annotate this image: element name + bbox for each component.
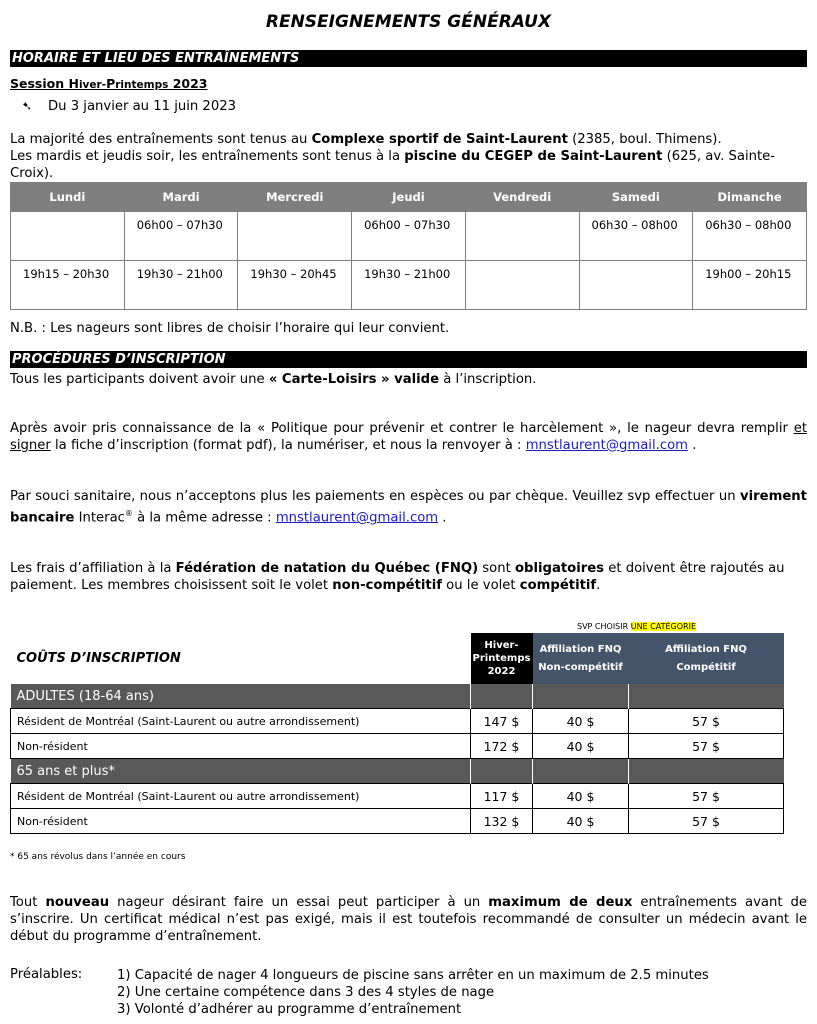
schedule-cell: 06h00 – 07h30 (352, 212, 466, 261)
costs-title: COÛTS D’INSCRIPTION (16, 651, 181, 667)
day-header: Samedi (579, 183, 693, 212)
fnq-competitive-header: Affiliation FNQ Compétitif (629, 633, 784, 684)
email-link[interactable]: mnstlaurent@gmail.com (525, 438, 688, 453)
affiliation-note: Les frais d’affiliation à la Fédération de natation du Québec (FNQ) sont obligatoires et doivent être rajoutés au paiement. Les membres choisissent soit le volet non-compétitif ou le volet compétitif. (10, 561, 785, 594)
schedule-cell: 19h15 – 20h30 (11, 261, 125, 310)
location-line-2: Les mardis et jeudis soir, les entraînements sont tenus à la piscine du CEGEP de Saint-Laurent (625, av. Sainte-Croix). (10, 149, 776, 181)
schedule-cell (579, 261, 693, 310)
email-link[interactable]: mnstlaurent@gmail.com (275, 510, 439, 526)
row-label: Résident de Montréal (Saint-Laurent ou autre arrondissement) (11, 709, 471, 734)
fnq-noncompetitive-price: 40 $ (533, 734, 629, 759)
session-title: Session Hiver-Printemps 2023 (10, 76, 208, 91)
fnq-competitive-price: 57 $ (629, 784, 784, 809)
season-price: 132 $ (471, 809, 533, 834)
fnq-competitive-price: 57 $ (629, 734, 784, 759)
page-title: RENSEIGNEMENTS GÉNÉRAUX (265, 12, 552, 32)
document-page (10, 0, 807, 1018)
schedule-cell (465, 212, 579, 261)
schedule-cell: 19h00 – 20h15 (693, 261, 807, 310)
schedule-cell: 06h00 – 07h30 (124, 212, 238, 261)
list-item: 1) Capacité de nager 4 longueurs de piscine sans arrêter en un maximum de 2.5 minutes (117, 968, 709, 984)
schedule-cell (465, 261, 579, 310)
row-label: Non-résident (11, 734, 471, 759)
schedule-cell (238, 212, 352, 261)
session-dates: ➷ Du 3 janvier au 11 juin 2023 (22, 99, 236, 114)
trial-note: Tout nouveau nageur désirant faire un essai peut participer à un maximum de deux entraînements avant de s’inscrire. Un certificat médical n’est pas exigé, mais il est toutefois recommandé de consulter un médecin avant le début du programme d’entraînement. (10, 895, 807, 945)
category-row-seniors (11, 759, 784, 784)
category-label: ADULTES (18-64 ans) (11, 684, 471, 709)
costs-table (10, 633, 784, 834)
prerequisites-label: Préalables: (10, 967, 83, 983)
season-price: 147 $ (471, 709, 533, 734)
prerequisites-list (117, 967, 709, 1018)
season-price: 172 $ (471, 734, 533, 759)
schedule-cell: 19h30 – 21h00 (124, 261, 238, 310)
schedule-cell: 19h30 – 20h45 (238, 261, 352, 310)
season-price: 117 $ (471, 784, 533, 809)
table-row (11, 734, 784, 759)
list-item: 3) Volonté d’adhérer au programme d’entraînement (117, 1002, 462, 1018)
day-header: Jeudi (352, 183, 466, 212)
season-price-header: Hiver-Printemps 2022 (471, 633, 533, 684)
card-requirement: Tous les participants doivent avoir une « Carte-Loisirs » valide à l’inscription. (10, 372, 537, 387)
costs-block (10, 622, 807, 862)
fnq-competitive-price: 57 $ (629, 809, 784, 834)
schedule-evening-row (11, 261, 807, 310)
fnq-noncompetitive-price: 40 $ (533, 784, 629, 809)
row-label: Non-résident (11, 809, 471, 834)
schedule-cell: 06h30 – 08h00 (693, 212, 807, 261)
fnq-competitive-price: 57 $ (629, 709, 784, 734)
day-header: Dimanche (693, 183, 807, 212)
category-row-adults (11, 684, 784, 709)
schedule-cell: 06h30 – 08h00 (579, 212, 693, 261)
costs-header-row (11, 633, 784, 684)
section-heading-schedule: HORAIRE ET LIEU DES ENTRAÎNEMENTS (10, 50, 807, 67)
registration-instructions: Après avoir pris connaissance de la « Politique pour prévenir et contrer le harcèlement », le nageur devra remplir et signer la fiche d’inscription (format pdf), la numériser, et nous la renvoyer à : mnstlaurent@gmail.com . (10, 421, 807, 453)
schedule-table (10, 182, 807, 310)
schedule-header-row (11, 183, 807, 212)
table-row (11, 809, 784, 834)
table-row (11, 709, 784, 734)
category-label: 65 ans et plus* (11, 759, 471, 784)
choose-category-note: SVP CHOISIR UNE CATÉGORIE (577, 622, 697, 632)
day-header: Mercredi (238, 183, 352, 212)
prerequisites (10, 967, 807, 1018)
section-heading-registration: PROCÉDURES D’INSCRIPTION (10, 351, 807, 368)
day-header: Mardi (124, 183, 238, 212)
fnq-noncompetitive-price: 40 $ (533, 709, 629, 734)
fnq-noncompetitive-header: Affiliation FNQ Non-compétitif (533, 633, 629, 684)
schedule-morning-row (11, 212, 807, 261)
day-header: Lundi (11, 183, 125, 212)
row-label: Résident de Montréal (Saint-Laurent ou autre arrondissement) (11, 784, 471, 809)
list-item: 2) Une certaine compétence dans 3 des 4 styles de nage (117, 985, 495, 1001)
schedule-cell (11, 212, 125, 261)
age-footnote: * 65 ans révolus dans l’année en cours (10, 852, 186, 863)
schedule-cell: 19h30 – 21h00 (352, 261, 466, 310)
arrow-bullet-icon: ➷ (22, 99, 33, 113)
table-row (11, 784, 784, 809)
day-header: Vendredi (465, 183, 579, 212)
payment-instructions: Par souci sanitaire, nous n’acceptons plus les paiements en espèces ou par chèque. Veuillez svp effectuer un virement bancaire Interac® à la même adresse : mnstlaurent@gmail.com . (10, 489, 807, 526)
fnq-noncompetitive-price: 40 $ (533, 809, 629, 834)
location-line-1: La majorité des entraînements sont tenus au Complexe sportif de Saint-Laurent (2385, boul. Thimens). (10, 132, 722, 147)
schedule-note: N.B. : Les nageurs sont libres de choisir l’horaire qui leur convient. (10, 321, 450, 336)
